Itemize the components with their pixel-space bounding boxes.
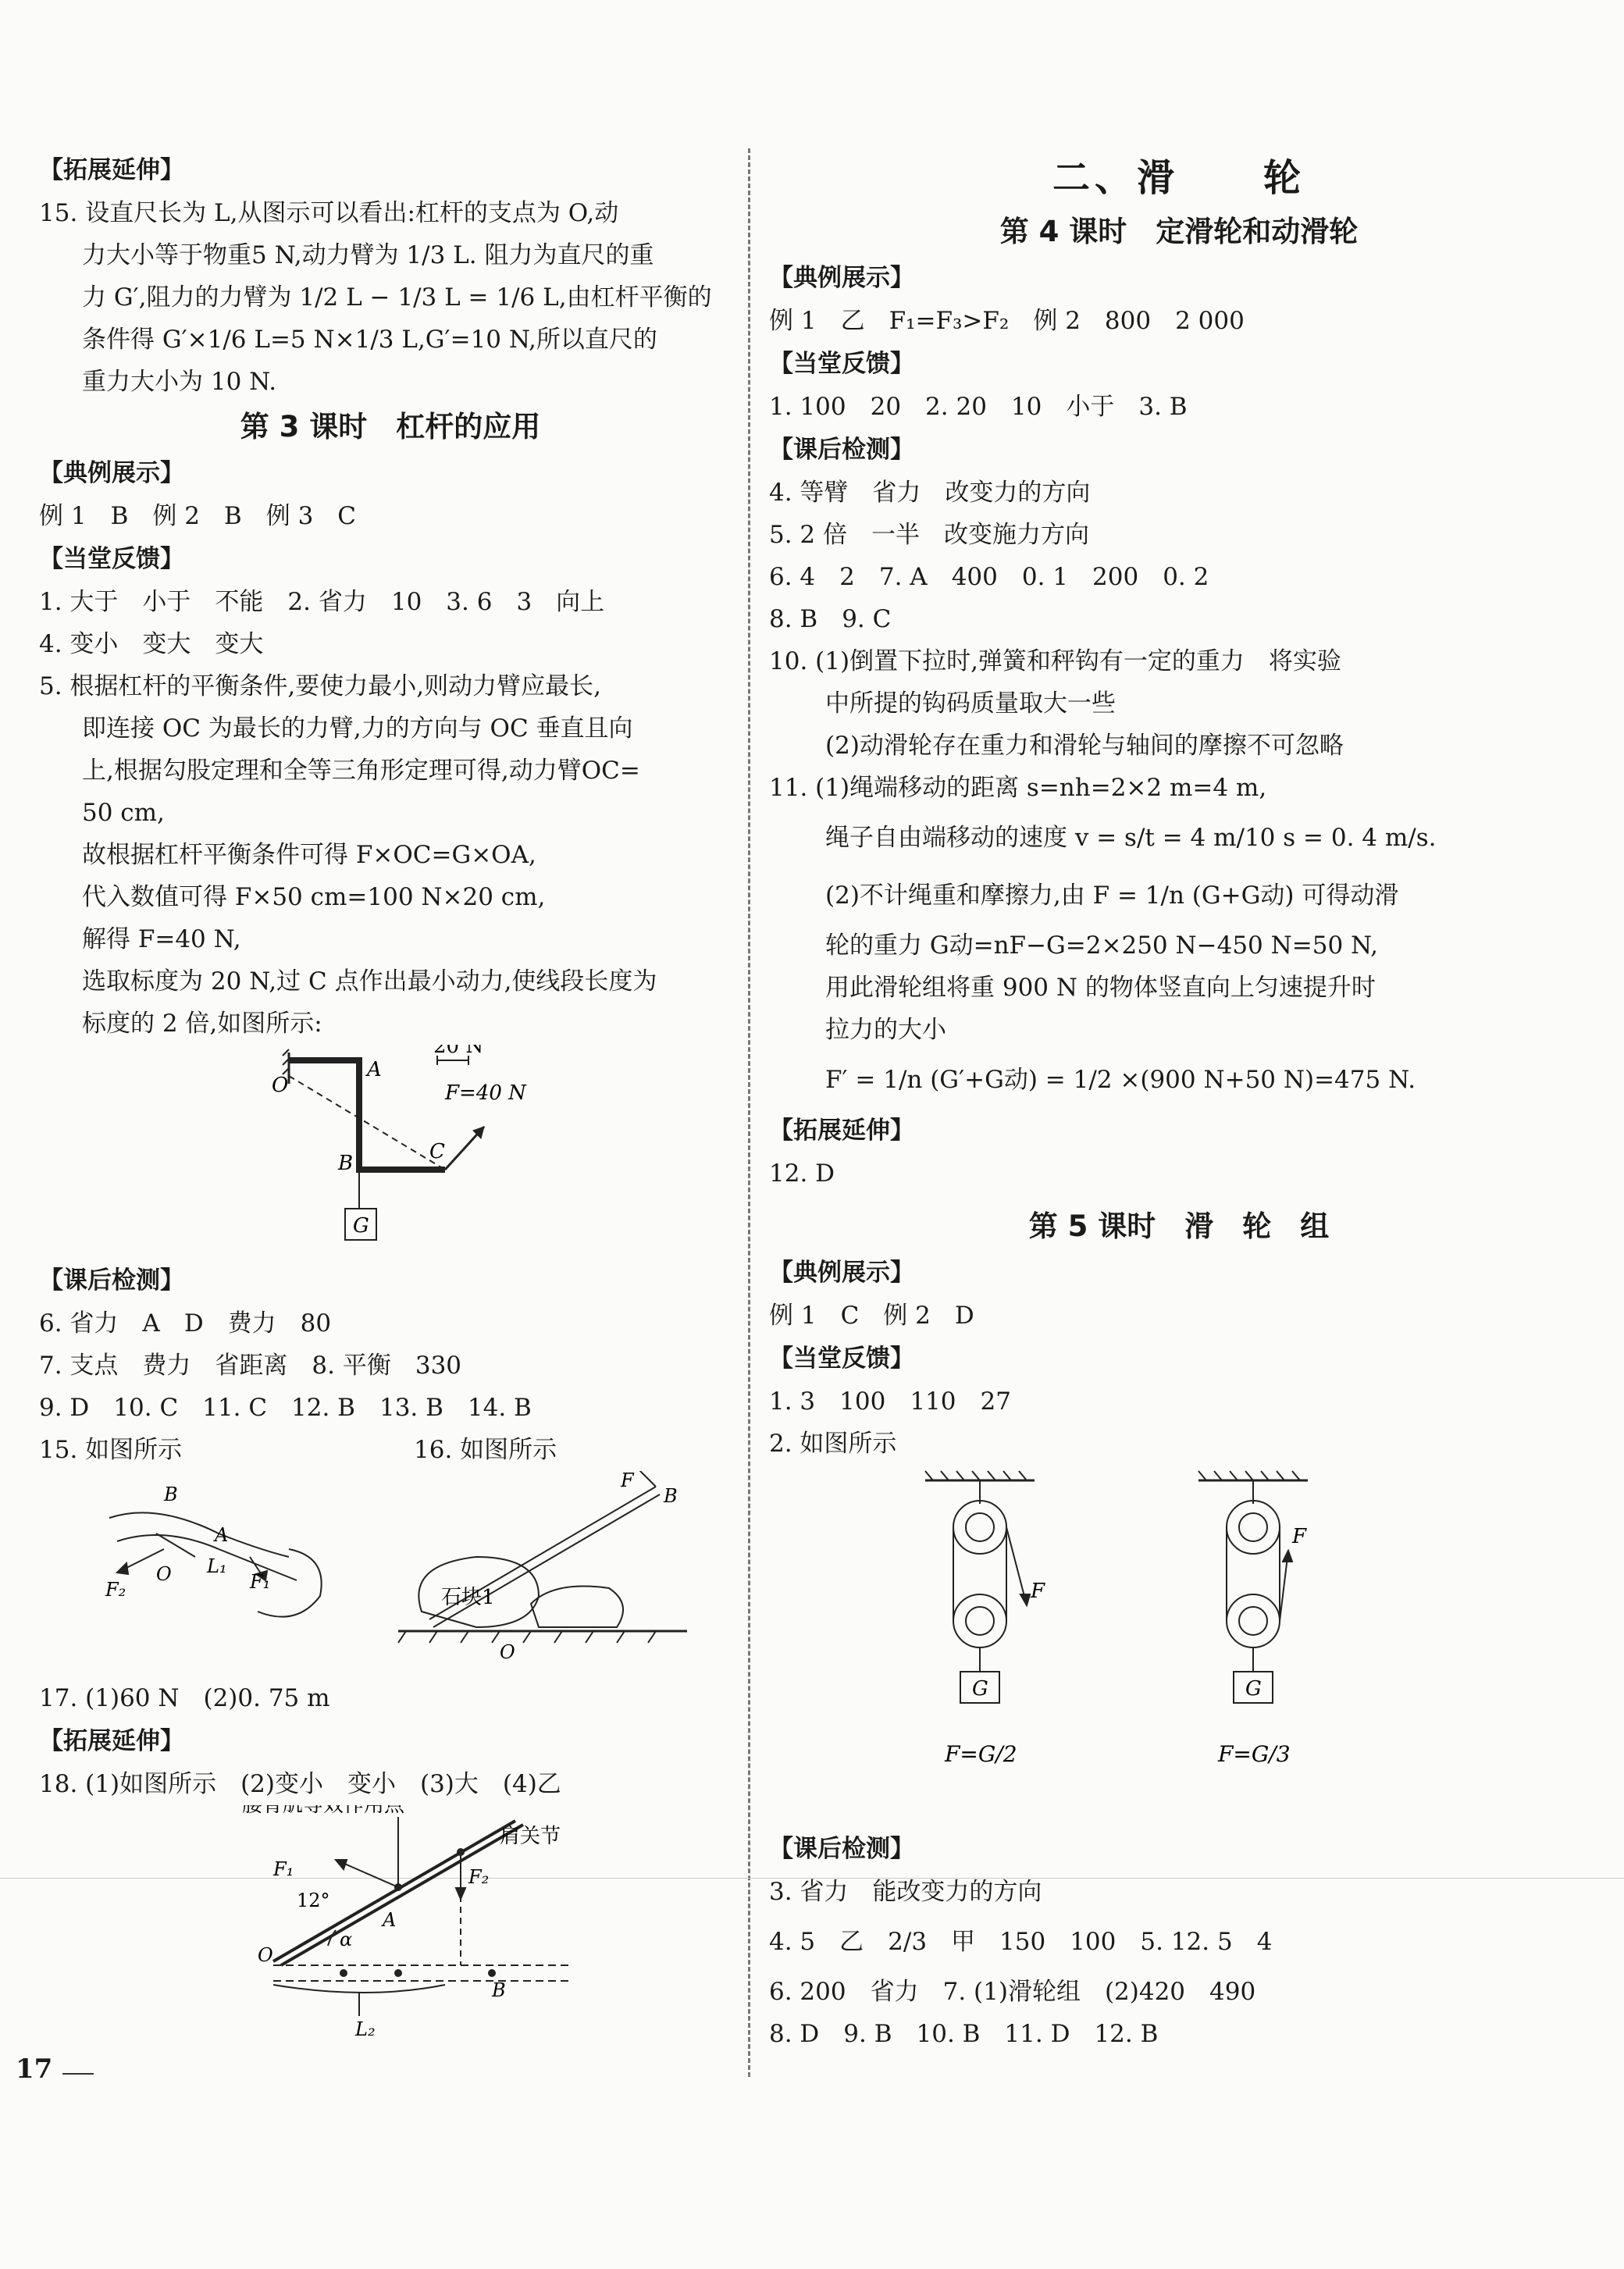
force-label: F=40 N	[445, 1081, 526, 1105]
answer-line: (2)动滑轮存在重力和滑轮与轴间的摩擦不可忽略	[825, 732, 1344, 760]
answer-line: 中所提的钩码质量取大一些	[825, 689, 1116, 718]
answer-16: 16. 如图所示	[414, 1436, 557, 1464]
answer-line: 标度的 2 倍,如图所示:	[82, 1010, 322, 1038]
answer-line: 1. 大于 小于 不能 2. 省力 10 3. 6 3 向上	[39, 588, 605, 616]
answer-15: 15. 如图所示	[39, 1436, 183, 1464]
point-C: C	[429, 1140, 445, 1163]
answer-line: 4. 变小 变大 变大	[39, 630, 264, 658]
label-A: A	[383, 1909, 397, 1931]
label-O: O	[500, 1641, 515, 1663]
scale-label: 20 N	[433, 1045, 484, 1058]
answer-line: 轮的重力 G动=nF−G=2×250 N−450 N=50 N,	[825, 931, 1379, 960]
angle-label: 12°	[297, 1890, 330, 1911]
answer-line: 17. (1)60 N (2)0. 75 m	[39, 1684, 330, 1712]
label-F1: F₁	[273, 1858, 294, 1880]
label-F: F	[621, 1471, 634, 1491]
chapter-title: 二、滑 轮	[1052, 156, 1305, 200]
label-A: A	[215, 1524, 229, 1546]
answer-line: 6. 省力 A D 费力 80	[39, 1309, 332, 1338]
answer-line: 1. 100 20 2. 20 10 小于 3. B	[769, 393, 1188, 421]
answer-line: 11. (1)绳端移动的距离 s=nh=2×2 m=4 m,	[769, 774, 1267, 802]
label-F2: F₂	[468, 1866, 490, 1888]
page-number: 17	[16, 2053, 53, 2085]
lesson-title: 第 5 课时 滑 轮 组	[1028, 1209, 1330, 1243]
section-tag: 【典例展示】	[39, 459, 184, 487]
back-muscle-figure	[39, 1805, 742, 2039]
answer-line: 用此滑轮组将重 900 N 的物体竖直向上匀速提升时	[825, 974, 1376, 1002]
answer-line: 12. D	[769, 1159, 835, 1188]
answer-line: 8. B 9. C	[769, 605, 892, 633]
answer-line: 故根据杠杆平衡条件可得 F×OC=G×OA,	[82, 841, 536, 869]
right-column	[769, 148, 1589, 2055]
label-F1: F₁	[250, 1571, 271, 1593]
weight-G: G	[353, 1214, 369, 1238]
answer-line: 6. 200 省力 7. (1)滑轮组 (2)420 490	[769, 1978, 1256, 2006]
section-tag: 【拓展延伸】	[39, 1727, 184, 1755]
answer-line: 1. 3 100 110 27	[769, 1387, 1011, 1416]
answer-line: 4. 5 乙 2/3 甲 150 100 5. 12. 5 4	[769, 1928, 1273, 1956]
answer-line: 例 1 乙 F₁=F₃>F₂ 例 2 800 2 000	[769, 307, 1245, 335]
stone-label: 石块1	[441, 1586, 495, 1609]
section-tag: 【课后检测】	[769, 1835, 914, 1863]
label-B: B	[164, 1484, 178, 1505]
label-O: O	[156, 1563, 172, 1585]
answer-line: 6. 4 2 7. A 400 0. 1 200 0. 2	[769, 563, 1209, 591]
shoulder-label: 肩关节	[500, 1825, 561, 1848]
point-A: A	[367, 1058, 382, 1081]
label-O: O	[258, 1944, 273, 1966]
right-pulley-G: G	[1245, 1677, 1262, 1701]
left-column	[39, 148, 742, 2043]
answer-line: F′ = 1/n (G′+G动) = 1/2 ×(900 N+50 N)=475 N.	[825, 1066, 1416, 1094]
pulley-figure	[769, 1465, 1550, 1824]
answer-line: 条件得 G′×1/6 L=5 N×1/3 L,G′=10 N,所以直尺的	[82, 326, 657, 354]
column-divider	[748, 148, 750, 2077]
muscle-point-label: 腰背肌等效作用点	[242, 1805, 405, 1817]
answer-line: 力大小等于物重5 N,动力臂为 1/3 L. 阻力为直尺的重	[82, 241, 654, 269]
lesson-title: 第 3 课时 杠杆的应用	[240, 410, 541, 443]
answer-line: 力 G′,阻力的力臂为 1/2 L − 1/3 L = 1/6 L,由杠杆平衡的	[82, 283, 712, 312]
label-F2: F₂	[105, 1579, 126, 1601]
answer-line: 选取标度为 20 N,过 C 点作出最小动力,使线段长度为	[82, 967, 657, 996]
answer-line: 50 cm,	[82, 799, 165, 827]
answer-line: 重力大小为 10 N.	[82, 368, 277, 396]
answer-line: 15. 设直尺长为 L,从图示可以看出:杠杆的支点为 O,动	[39, 199, 619, 227]
label-L1: L₁	[207, 1555, 227, 1577]
label-B: B	[664, 1485, 678, 1507]
left-pulley-F: F	[1031, 1580, 1045, 1603]
section-tag: 【当堂反馈】	[769, 1345, 914, 1373]
page-number-dash	[62, 2073, 94, 2075]
right-pulley-formula: F=G/3	[1218, 1741, 1291, 1767]
label-L2: L₂	[355, 2018, 376, 2039]
answer-line: 解得 F=40 N,	[82, 925, 241, 953]
answer-line: 拉力的大小	[825, 1016, 946, 1044]
answer-line: 9. D 10. C 11. C 12. B 13. B 14. B	[39, 1394, 532, 1422]
answer-line: 绳子自由端移动的速度 v = s/t = 4 m/10 s = 0. 4 m/s.	[825, 824, 1437, 852]
answer-line: 例 1 B 例 2 B 例 3 C	[39, 502, 357, 530]
point-O: O	[272, 1074, 289, 1097]
section-tag: 【课后检测】	[769, 436, 914, 464]
right-pulley-F: F	[1292, 1525, 1307, 1548]
lesson-title: 第 4 课时 定滑轮和动滑轮	[999, 215, 1359, 248]
answer-line: 10. (1)倒置下拉时,弹簧和秤钩有一定的重力 将实验	[769, 647, 1341, 675]
section-tag: 【典例展示】	[769, 264, 914, 292]
section-tag: 【当堂反馈】	[769, 350, 914, 378]
answer-line: 4. 等臂 省力 改变力的方向	[769, 479, 1091, 507]
lever-figure	[39, 1045, 742, 1256]
answer-line: 例 1 C 例 2 D	[769, 1302, 974, 1330]
answer-line: 上,根据勾股定理和全等三角形定理可得,动力臂OC=	[82, 757, 640, 785]
left-pulley-formula: F=G/2	[945, 1741, 1017, 1767]
alpha-label: α	[340, 1929, 353, 1950]
answer-line: 即连接 OC 为最长的力臂,力的方向与 OC 垂直且向	[82, 714, 633, 743]
pliers-and-crowbar-figure	[39, 1471, 742, 1674]
answer-line: 3. 省力 能改变力的方向	[769, 1878, 1042, 1906]
answer-line: 5. 根据杠杆的平衡条件,要使力最小,则动力臂应最长,	[39, 672, 601, 700]
section-tag: 【拓展延伸】	[769, 1117, 914, 1145]
answer-line	[39, 1429, 742, 1471]
section-tag: 【课后检测】	[39, 1266, 184, 1295]
section-tag: 【典例展示】	[769, 1259, 914, 1287]
answer-line: 5. 2 倍 一半 改变施力方向	[769, 521, 1090, 549]
section-tag: 【当堂反馈】	[39, 545, 184, 573]
point-B: B	[338, 1152, 354, 1175]
section-tag: 【拓展延伸】	[39, 156, 184, 184]
answer-line: 18. (1)如图所示 (2)变小 变小 (3)大 (4)乙	[39, 1770, 561, 1798]
answer-line: 代入数值可得 F×50 cm=100 N×20 cm,	[82, 883, 546, 911]
label-B: B	[492, 1979, 506, 2001]
answer-line: 2. 如图所示	[769, 1430, 897, 1458]
answer-line: 7. 支点 费力 省距离 8. 平衡 330	[39, 1352, 462, 1380]
answer-line: (2)不计绳重和摩擦力,由 F = 1/n (G+G动) 可得动滑	[825, 882, 1399, 910]
left-pulley-G: G	[972, 1677, 988, 1701]
answer-line: 8. D 9. B 10. B 11. D 12. B	[769, 2020, 1159, 2048]
